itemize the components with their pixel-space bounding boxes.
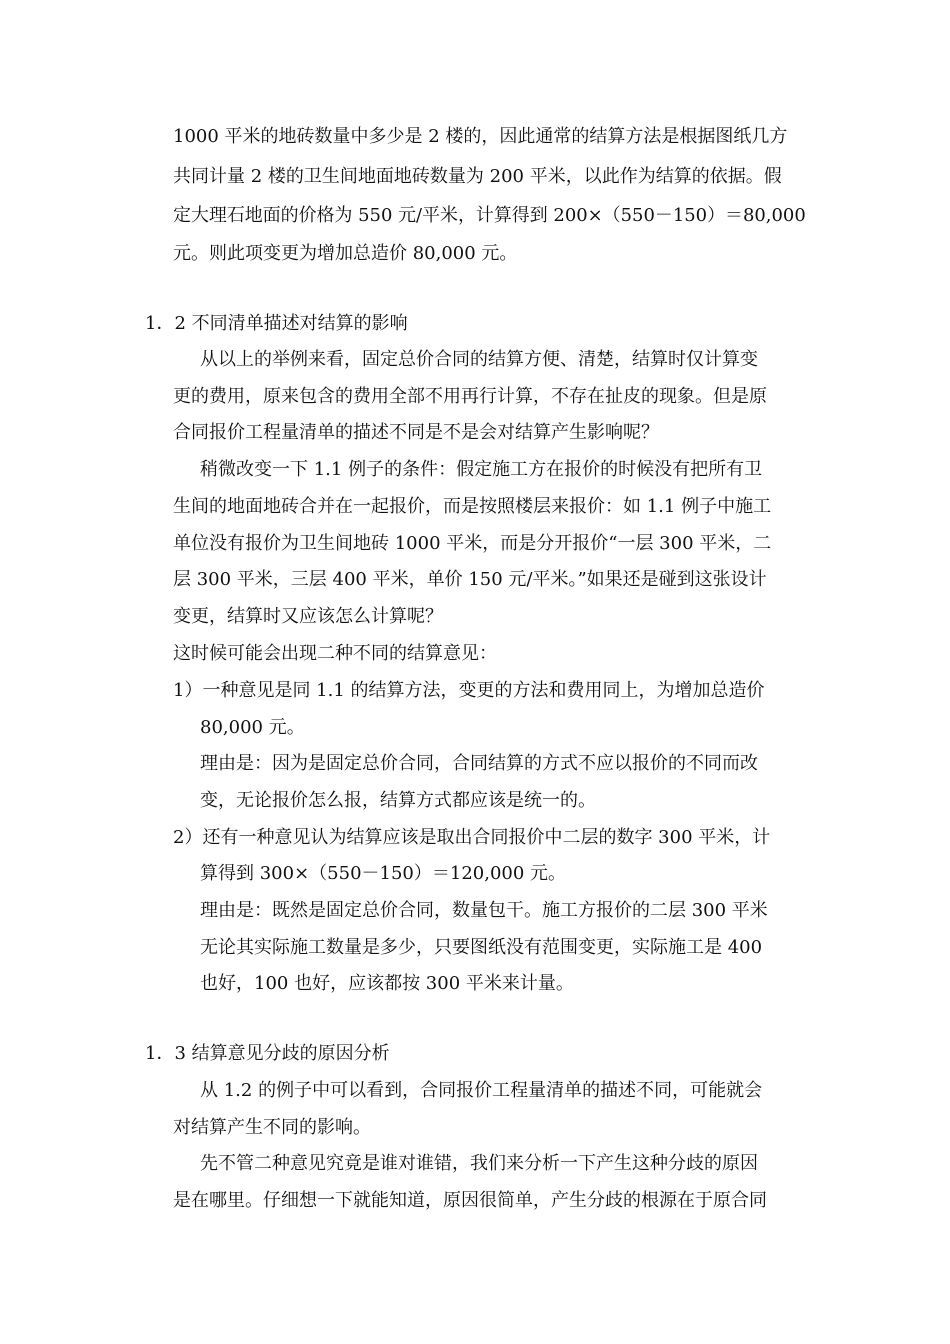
section-1-2-paragraph-3: 这时候可能会出现二种不同的结算意见：	[173, 643, 497, 664]
text-line: 更的费用，原来包含的费用全部不用再行计算，不存在扯皮的现象。但是原	[173, 386, 767, 407]
section-heading-1-3: 1．3 结算意见分歧的原因分析	[145, 1043, 390, 1064]
text-line: 共同计量 2 楼的卫生间地面地砖数量为 200 平米，以此作为结算的依据。假	[173, 166, 782, 187]
text-line: 变更，结算时又应该怎么计算呢？	[173, 606, 443, 627]
text-line: 稍微改变一下 1.1 例子的条件：假定施工方在报价的时候没有把所有卫	[200, 459, 763, 480]
text-line: 元。则此项变更为增加总造价 80,000 元。	[173, 243, 518, 264]
text-line: 1）一种意见是同 1.1 的结算方法，变更的方法和费用同上，为增加总造价	[173, 680, 765, 701]
text-line: 理由是：既然是固定总价合同，数量包干。施工方报价的二层 300 平米	[200, 900, 768, 921]
text-line: 1000 平米的地砖数量中多少是 2 楼的，因此通常的结算方法是根据图纸几方	[173, 126, 788, 147]
text-line: 先不管二种意见究竟是谁对谁错，我们来分析一下产生这种分歧的原因	[200, 1153, 758, 1174]
text-line: 合同报价工程量清单的描述不同是不是会对结算产生影响呢？	[173, 422, 659, 443]
text-line: 定大理石地面的价格为 550 元/平米，计算得到 200×（550－150）＝80,000	[173, 205, 806, 226]
text-line: 80,000 元。	[200, 717, 305, 738]
text-line: 层 300 平米，三层 400 平米，单价 150 元/平米。”如果还是碰到这张设计	[173, 569, 767, 590]
text-line: 2）还有一种意见认为结算应该是取出合同报价中二层的数字 300 平米，计	[173, 827, 771, 848]
text-line: 理由是：因为是固定总价合同，合同结算的方式不应以报价的不同而改	[200, 753, 758, 774]
text-line: 从以上的举例来看，固定总价合同的结算方便、清楚，结算时仅计算变	[200, 349, 758, 370]
text-line: 生间的地面地砖合并在一起报价，而是按照楼层来报价：如 1.1 例子中施工	[173, 496, 772, 517]
text-line: 无论其实际施工数量是多少，只要图纸没有范围变更，实际施工是 400	[200, 937, 763, 958]
text-line: 是在哪里。仔细想一下就能知道，原因很简单，产生分歧的根源在于原合同	[173, 1190, 767, 1211]
text-line: 对结算产生不同的影响。	[173, 1117, 371, 1138]
section-heading-1-2: 1．2 不同清单描述对结算的影响	[145, 313, 408, 334]
text-line: 算得到 300×（550－150）＝120,000 元。	[200, 863, 567, 884]
text-line: 变，无论报价怎么报，结算方式都应该是统一的。	[200, 790, 596, 811]
text-line: 也好，100 也好，应该都按 300 平米来计量。	[200, 973, 574, 994]
text-line: 单位没有报价为卫生间地砖 1000 平米，而是分开报价“一层 300 平米，二	[173, 533, 772, 554]
text-line: 从 1.2 的例子中可以看到，合同报价工程量清单的描述不同，可能就会	[200, 1080, 763, 1101]
